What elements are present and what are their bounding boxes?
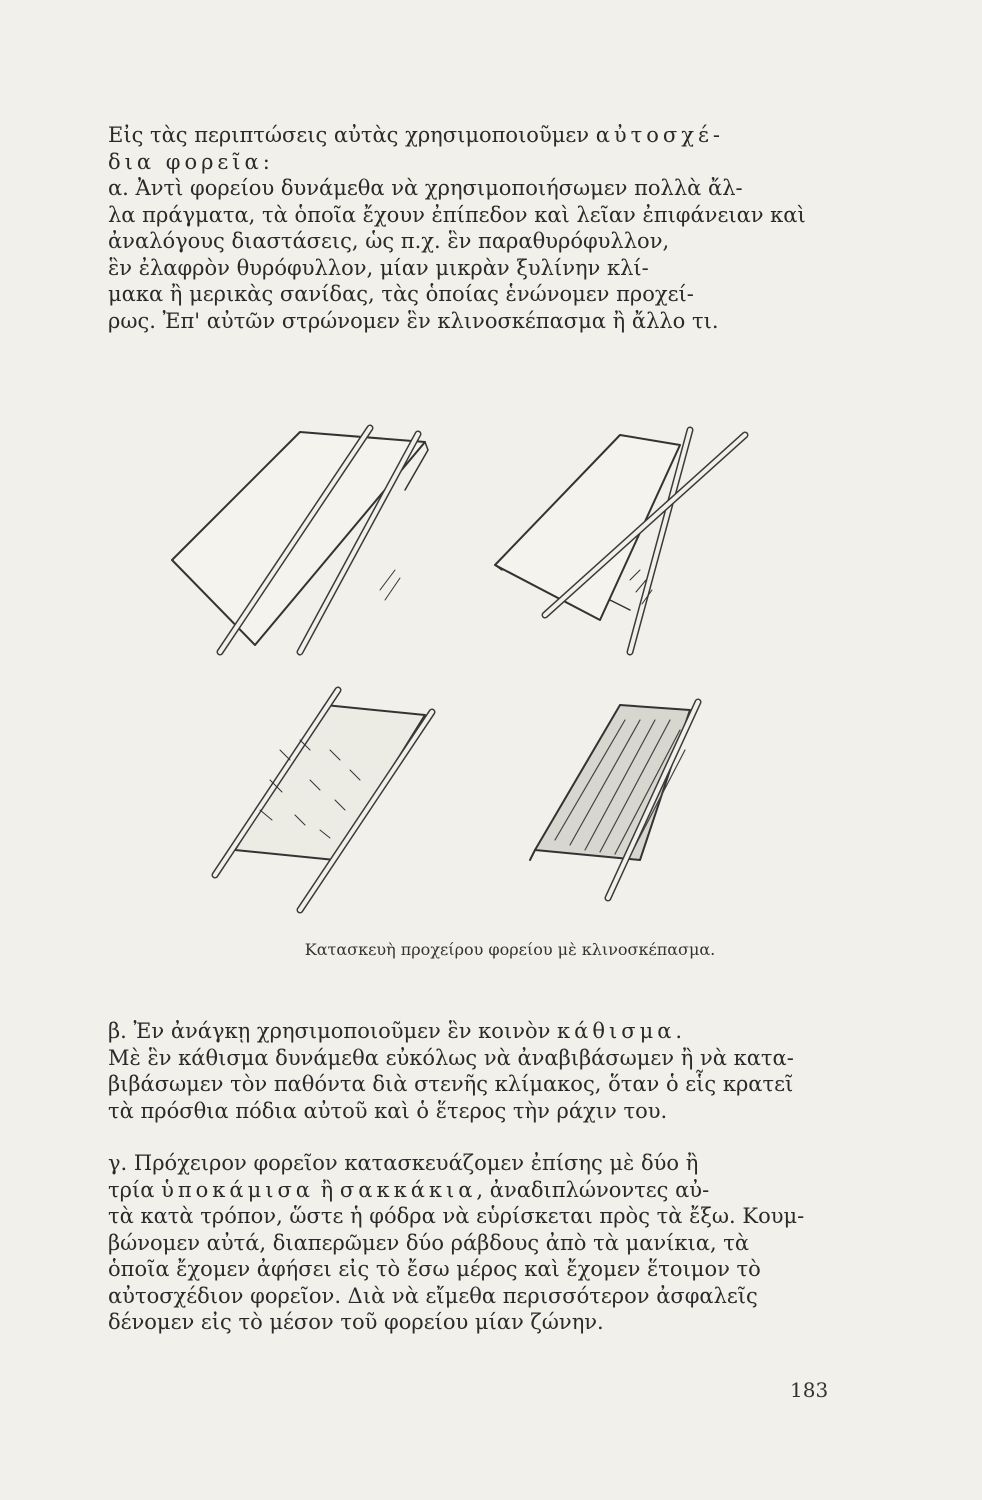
spaced-term: αὐτοσχέ- <box>595 123 724 147</box>
spaced-term: κάθισμα <box>557 1019 676 1043</box>
text-line: βιβάσωμεν τὸν παθόντα διὰ στενῆς κλίμακος, ὅταν ὁ εἷς κρατεῖ <box>108 1072 794 1096</box>
stretcher-step-4 <box>530 702 698 898</box>
text-line: ὁποῖα ἔχομεν ἀφήσει εἰς τὸ ἔσω μέρος καὶ ἔχομεν ἕτοιμον τὸ <box>108 1257 761 1281</box>
spaced-term: δια φορεῖα <box>108 149 263 174</box>
text-line: δια φορεῖα: <box>108 149 270 174</box>
stretcher-sketches <box>160 420 840 930</box>
paragraph-b <box>108 1018 838 1124</box>
text-line: α. Ἀντὶ φορείου δυνάμεθα νὰ χρησιμοποιήσωμεν πολλὰ ἄλ- <box>108 176 743 200</box>
text-line: ἀναλόγους διαστάσεις, ὡς π.χ. ἓν παραθυρόφυλλον, <box>108 229 670 253</box>
text-line: βώνομεν αὐτά, διαπερῶμεν δύο ράβδους ἀπὸ τὰ μανίκια, τὰ <box>108 1230 750 1255</box>
paragraph-c <box>108 1150 838 1336</box>
text-line: Εἰς τὰς περιπτώσεις αὐτὰς χρησιμοποιοῦμεν αὐτοσχέ- <box>108 123 724 147</box>
paragraph-a <box>108 175 838 334</box>
text-line: ρως. Ἐπ' αὐτῶν στρώνομεν ἓν κλινοσκέπασμα ἢ ἄλλο τι. <box>108 308 719 333</box>
stretcher-step-2 <box>495 430 745 652</box>
text-line: λα πράγματα, τὰ ὁποῖα ἔχουν ἐπίπεδον καὶ λεῖαν ἐπιφάνειαν καὶ <box>108 202 806 227</box>
spaced-term: ὑποκάμισα <box>161 1177 314 1202</box>
intro-paragraph <box>108 122 838 175</box>
stretcher-illustration <box>160 420 840 930</box>
text-line: ἓν ἐλαφρὸν θυρόφυλλον, μίαν μικρὰν ξυλίνην κλί- <box>108 255 649 280</box>
text-line: τρία ὑποκάμισα ἢ σακκάκια, ἀναδιπλώνοντες αὐ- <box>108 1177 710 1202</box>
figure-caption: Κατασκευὴ προχείρου φορείου μὲ κλινοσκέπασμα. <box>304 940 716 959</box>
text-line: μακα ἢ μερικὰς σανίδας, τὰς ὁποίας ἑνώνομεν προχεί- <box>108 282 694 306</box>
text-line: β. Ἐν ἀνάγκῃ χρησιμοποιοῦμεν ἓν κοινὸν κάθισμα. <box>108 1019 683 1043</box>
page-number: 183 <box>790 1378 829 1402</box>
text-line: γ. Πρόχειρον φορεῖον κατασκευάζομεν ἐπίσης μὲ δύο ἢ <box>108 1151 699 1175</box>
stretcher-step-1 <box>172 428 428 652</box>
text-line: τὰ κατὰ τρόπον, ὥστε ἡ φόδρα νὰ εὑρίσκεται πρὸς τὰ ἔξω. Κουμ- <box>108 1204 805 1228</box>
stretcher-step-3 <box>215 690 432 910</box>
text-line: αὐτοσχέδιον φορεῖον. Διὰ νὰ εἴμεθα περισσότερον ἀσφαλεῖς <box>108 1283 758 1308</box>
text-line: δένομεν εἰς τὸ μέσον τοῦ φορείου μίαν ζώνην. <box>108 1310 604 1334</box>
text-line: Μὲ ἓν κάθισμα δυνάμεθα εὐκόλως νὰ ἀναβιβάσωμεν ἢ νὰ κατα- <box>108 1045 794 1070</box>
spaced-term: σακκάκια <box>339 1177 477 1202</box>
text-line: τὰ πρόσθια πόδια αὐτοῦ καὶ ὁ ἕτερος τὴν ράχιν του. <box>108 1098 668 1123</box>
